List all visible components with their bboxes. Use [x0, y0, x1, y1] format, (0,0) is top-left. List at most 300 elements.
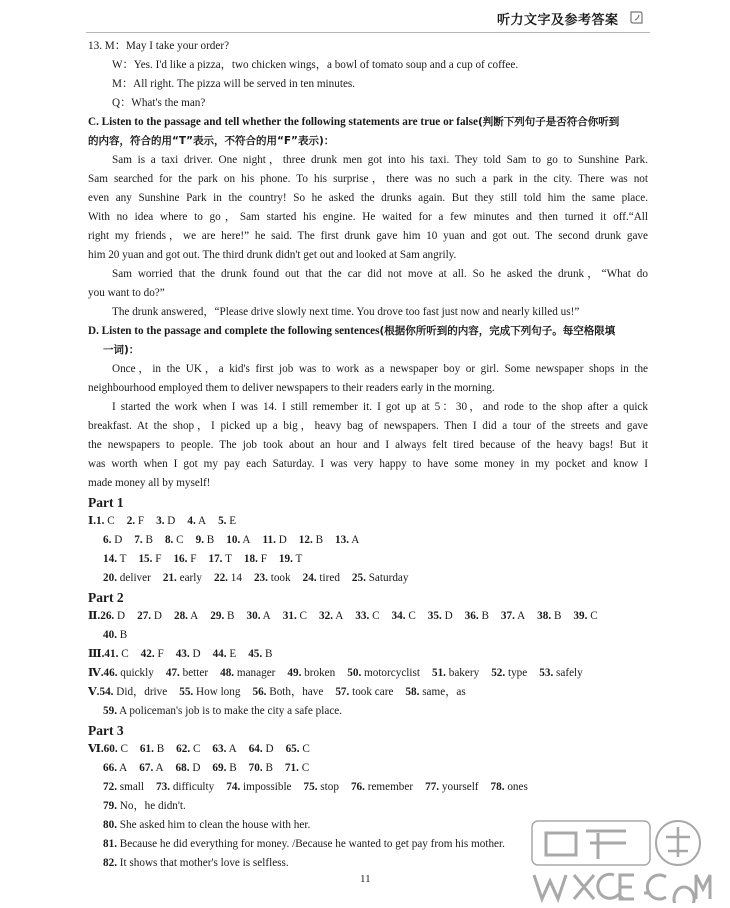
question-number: 53.: [539, 667, 554, 679]
part-2-title: Part 2: [88, 590, 124, 605]
passage-line: you want to do?”: [88, 287, 165, 299]
answer-row: [88, 569, 648, 588]
passage-line: Sam is a taxi driver. One night，three drunk men got into his taxi. They told Sam to go to Sunshine Park.: [112, 154, 648, 166]
answer-value: A: [228, 743, 237, 755]
answer-value: C: [408, 610, 416, 622]
header-rule: [86, 32, 650, 33]
passage-line: him 20 yuan and got out. The third drunk didn't get out and looked at Sam angrily.: [88, 249, 457, 261]
answer-item: [103, 854, 289, 873]
question-number: 31.: [282, 610, 297, 622]
answer-value: C: [121, 648, 129, 660]
answer-item: [392, 607, 416, 626]
passage-line: Once，in the UK，a kid's first job was to work as a newspaper boy or girl. Some newspaper shops in the: [112, 363, 648, 375]
answer-value: F: [260, 553, 267, 565]
answer-item: [249, 740, 274, 759]
answer-item: [335, 531, 359, 550]
answer-value: yourself: [441, 781, 479, 793]
question-number: 51.: [431, 667, 446, 679]
answer-value: D: [167, 515, 176, 527]
question-number: 17.: [208, 553, 223, 565]
answer-value: broken: [304, 667, 336, 679]
question-number: 46.: [103, 667, 118, 679]
part-1-title: Part 1: [88, 495, 124, 510]
answer-value: stop: [320, 781, 339, 793]
answer-value: Both，have: [269, 686, 324, 698]
passage-line: right my friends，we are here!” he said. The first drunk gave him 10 yuan and got out. The second drunk gave: [88, 230, 648, 242]
answer-value: Saturday: [368, 572, 409, 584]
answer-value: 14: [230, 572, 242, 584]
answer-item: [140, 740, 164, 759]
question-number: 42.: [140, 648, 155, 660]
answer-row: [88, 816, 648, 835]
question-number: 1.: [96, 515, 105, 527]
answer-item: [285, 759, 309, 778]
question-number: 33.: [355, 610, 370, 622]
question-number: 43.: [175, 648, 190, 660]
answer-value: B: [227, 610, 235, 622]
dialogue-line: 13. M：May I take your order?: [88, 40, 230, 52]
answer-value: A: [155, 762, 164, 774]
answer-value: better: [182, 667, 209, 679]
question-number: 10.: [226, 534, 241, 546]
question-number: 20.: [103, 572, 117, 584]
question-number: 58.: [405, 686, 420, 698]
question-number: 40.: [103, 629, 117, 641]
answer-value: D: [117, 610, 126, 622]
answer-item: [165, 531, 184, 550]
answer-value: D: [192, 648, 201, 660]
answer-value: C: [301, 762, 310, 774]
question-number: 22.: [213, 572, 228, 584]
answer-item: [176, 759, 201, 778]
answer-item: [220, 664, 275, 683]
answer-item: [176, 645, 201, 664]
question-number: 61.: [139, 743, 154, 755]
header-title: 听力文字及参考答案: [497, 13, 619, 28]
answer-item: [319, 607, 343, 626]
answer-value: A: [351, 534, 360, 546]
answer-item: [279, 550, 302, 569]
question-number: 73.: [156, 781, 171, 793]
section-c-heading-cont: 的内容，符合的用“T”表示，不符合的用“F”表示)：: [88, 135, 335, 147]
question-number: 72.: [103, 781, 117, 793]
answer-item: [252, 683, 323, 702]
answer-item: [103, 759, 127, 778]
answer-item: [218, 512, 236, 531]
answer-value: D: [153, 610, 162, 622]
question-number: 39.: [573, 610, 588, 622]
answer-item: [249, 759, 273, 778]
answer-item: [355, 607, 379, 626]
answer-value: manager: [236, 667, 276, 679]
answer-item: [573, 607, 597, 626]
answer-item: [491, 778, 528, 797]
answer-item: [104, 740, 128, 759]
passage-line: The drunk answered，“Please drive slowly next time. You drove too fast just now and nearly killed us!”: [112, 306, 580, 318]
answer-item: [247, 607, 271, 626]
section-roman-numeral: Ⅵ.: [88, 743, 104, 755]
answer-row: [88, 797, 648, 816]
question-number: 82.: [103, 857, 117, 869]
answer-value: E: [229, 648, 237, 660]
question-number: 44.: [212, 648, 227, 660]
passage-line: the newspapers to people. The job took about an hour and I always felt tired because of the heavy bags! But it: [88, 439, 648, 451]
answer-item: [103, 797, 186, 816]
question-number: 45.: [248, 648, 263, 660]
answer-value: ones: [507, 781, 528, 793]
question-number: 35.: [427, 610, 442, 622]
question-number: 65.: [285, 743, 300, 755]
question-number: 68.: [175, 762, 190, 774]
answer-value: deliver: [119, 572, 151, 584]
question-number: 54.: [99, 686, 114, 698]
answer-item: [137, 607, 162, 626]
answer-value: B: [229, 762, 237, 774]
answer-value: F: [137, 515, 145, 527]
question-number: 76.: [350, 781, 365, 793]
answer-item: [213, 645, 237, 664]
answer-row: [88, 759, 648, 778]
passage-line: breakfast. At the shop，I picked up a big，heavy bag of newspapers. Then I did a tour of the streets and gave: [88, 420, 648, 432]
answer-value: Because he did everything for money. /Because he wanted to get pay from his mother.: [119, 838, 505, 850]
question-number: 38.: [537, 610, 552, 622]
section-roman-numeral: Ⅲ.: [88, 648, 105, 660]
question-number: 66.: [103, 762, 117, 774]
answer-item: [103, 835, 505, 854]
answer-item: [103, 550, 126, 569]
answer-row: [88, 835, 648, 854]
answer-item: [263, 531, 287, 550]
question-number: 64.: [248, 743, 263, 755]
answer-item: [104, 664, 154, 683]
answer-value: quickly: [120, 667, 154, 679]
answer-value: How long: [196, 686, 241, 698]
answer-value: D: [192, 762, 201, 774]
page-curl-icon: [629, 10, 644, 25]
answer-value: took: [270, 572, 291, 584]
answer-value: B: [315, 534, 324, 546]
answer-row: [88, 702, 648, 721]
answer-value: A: [335, 610, 344, 622]
question-number: 8.: [164, 534, 174, 546]
question-number: 6.: [103, 534, 112, 546]
question-number: 19.: [278, 553, 293, 565]
answer-item: [465, 607, 489, 626]
answer-value: No，he didn't.: [119, 800, 186, 812]
question-number: 11.: [262, 534, 276, 546]
answer-item: [173, 550, 196, 569]
question-number: 59.: [103, 705, 117, 717]
question-number: 78.: [490, 781, 505, 793]
question-number: 7.: [134, 534, 143, 546]
question-number: 26.: [100, 610, 115, 622]
answer-value: A: [119, 762, 128, 774]
page-number: 11: [360, 873, 371, 885]
answer-value: remember: [367, 781, 414, 793]
answer-item: [226, 531, 250, 550]
answer-item: [100, 607, 125, 626]
question-number: 36.: [464, 610, 479, 622]
answer-value: D: [114, 534, 123, 546]
question-number: 67.: [139, 762, 154, 774]
question-number: 63.: [212, 743, 227, 755]
answer-row: [88, 607, 648, 626]
answer-item: [303, 569, 340, 588]
answer-value: C: [176, 534, 184, 546]
answer-value: safely: [556, 667, 583, 679]
answer-value: early: [179, 572, 202, 584]
answer-item: [103, 569, 151, 588]
question-number: 9.: [195, 534, 204, 546]
question-number: 71.: [284, 762, 299, 774]
answer-value: A: [197, 515, 207, 527]
answer-value: took care: [352, 686, 394, 698]
answer-item: [179, 683, 240, 702]
question-number: 12.: [298, 534, 313, 546]
answer-value: D: [444, 610, 453, 622]
answer-value: B: [206, 534, 215, 546]
answer-value: T: [225, 553, 232, 565]
answer-value: type: [507, 667, 528, 679]
answer-item: [501, 607, 525, 626]
answer-item: [103, 816, 310, 835]
question-number: 79.: [103, 800, 117, 812]
answer-item: [127, 512, 144, 531]
answer-row: [88, 664, 648, 683]
answer-item: [210, 607, 234, 626]
answer-item: [103, 702, 342, 721]
answer-value: B: [119, 629, 128, 641]
answer-item: [212, 740, 236, 759]
question-number: 15.: [138, 553, 153, 565]
answer-item: [537, 607, 561, 626]
question-number: 3.: [156, 515, 165, 527]
answer-value: It shows that mother's love is selfless.: [119, 857, 289, 869]
answer-value: C: [590, 610, 598, 622]
answer-row: [88, 531, 648, 550]
answer-value: E: [229, 515, 237, 527]
answer-item: [156, 778, 214, 797]
answer-item: [176, 740, 200, 759]
passage-line: Sam worried that the drunk found out that the car did not move at all. So he asked the drunk，“What do: [112, 268, 648, 280]
question-number: 57.: [335, 686, 350, 698]
passage-line: even any Sunshine Park in the country! So he asked the drunks again. But they still told him the same place.: [88, 192, 648, 204]
answer-value: B: [145, 534, 153, 546]
answer-item: [286, 740, 310, 759]
answer-item: [347, 664, 420, 683]
answer-value: She asked him to clean the house with her.: [119, 819, 311, 831]
answer-item: [187, 512, 206, 531]
answer-item: [287, 664, 335, 683]
question-number: 27.: [137, 610, 152, 622]
answer-item: [335, 683, 393, 702]
answer-row: [88, 512, 648, 531]
question-number: 74.: [226, 781, 241, 793]
answer-value: bakery: [448, 667, 480, 679]
question-number: 56.: [252, 686, 267, 698]
question-number: 18.: [243, 553, 258, 565]
answer-value: A: [262, 610, 271, 622]
answer-value: B: [481, 610, 489, 622]
passage-line: With no idea where to go，Sam started his engine. He waited for a few minutes and then turned it off.“All: [88, 211, 648, 223]
question-number: 24.: [302, 572, 317, 584]
answer-row: [88, 626, 648, 645]
page-content: [88, 37, 648, 873]
answer-item: [428, 607, 453, 626]
question-number: 41.: [104, 648, 119, 660]
section-c-heading: C. Listen to the passage and tell whether the following statements are true or false(判断下列句子是否符合你听到: [88, 116, 620, 128]
answer-item: [99, 683, 167, 702]
answer-item: [104, 645, 128, 664]
answer-item: [304, 778, 339, 797]
answer-value: small: [119, 781, 145, 793]
answer-item: [208, 550, 231, 569]
answer-item: [299, 531, 323, 550]
answer-value: T: [119, 553, 127, 565]
answer-value: B: [553, 610, 562, 622]
answer-value: tired: [319, 572, 340, 584]
question-number: 48.: [220, 667, 235, 679]
question-number: 77.: [425, 781, 440, 793]
answer-value: A policeman's job is to make the city a safe place.: [119, 705, 343, 717]
answer-value: A: [190, 610, 199, 622]
question-number: 21.: [162, 572, 177, 584]
question-number: 70.: [248, 762, 263, 774]
question-number: 69.: [212, 762, 227, 774]
passage-line: neighbourhood employed them to deliver newspapers to their readers early in the morning.: [88, 382, 495, 394]
answer-item: [425, 778, 478, 797]
part-3-title: Part 3: [88, 723, 124, 738]
answer-value: C: [299, 610, 308, 622]
question-number: 52.: [491, 667, 506, 679]
dialogue-line: M：All right. The pizza will be served in ten minutes.: [112, 78, 356, 90]
answer-value: A: [242, 534, 251, 546]
question-number: 55.: [179, 686, 194, 698]
answer-item: [352, 569, 409, 588]
question-number: 60.: [103, 743, 118, 755]
answer-row: [88, 645, 648, 664]
answer-value: C: [192, 743, 201, 755]
question-number: 62.: [176, 743, 191, 755]
question-number: 16.: [173, 553, 188, 565]
answer-item: [491, 664, 527, 683]
question-number: 32.: [319, 610, 333, 622]
section-roman-numeral: Ⅱ.: [88, 610, 101, 622]
answer-value: motorcyclist: [364, 667, 420, 679]
answer-value: Did，drive: [116, 686, 168, 698]
question-number: 49.: [287, 667, 302, 679]
answer-item: [134, 531, 153, 550]
section-roman-numeral: Ⅳ.: [88, 667, 104, 679]
answer-value: impossible: [243, 781, 292, 793]
question-number: 28.: [173, 610, 188, 622]
answer-item: [283, 607, 307, 626]
question-number: 47.: [165, 667, 180, 679]
question-number: 30.: [246, 610, 261, 622]
passage-line: Sam searched for the park on his phone. To his surprise，there was no such a park in the city. There was not: [88, 173, 648, 185]
answer-value: B: [264, 648, 273, 660]
answer-item: [139, 759, 163, 778]
answer-value: F: [190, 553, 197, 565]
question-number: 4.: [187, 515, 196, 527]
answer-value: B: [265, 762, 273, 774]
answer-item: [244, 550, 267, 569]
answer-value: D: [278, 534, 287, 546]
question-number: 5.: [218, 515, 227, 527]
answer-item: [103, 778, 144, 797]
question-number: 29.: [210, 610, 225, 622]
answer-value: A: [517, 610, 526, 622]
answer-item: [103, 531, 122, 550]
answer-value: T: [295, 553, 303, 565]
answer-value: F: [157, 648, 164, 660]
answer-item: [254, 569, 291, 588]
question-number: 50.: [347, 667, 362, 679]
passage-line: I started the work when I was 14. I still remember it. I got up at 5：30，and rode to the shop after a quick: [112, 401, 648, 413]
answer-item: [432, 664, 479, 683]
answer-row: [88, 778, 648, 797]
question-number: 23.: [253, 572, 268, 584]
answer-value: difficulty: [172, 781, 215, 793]
question-number: 2.: [126, 515, 136, 527]
answer-item: [166, 664, 208, 683]
question-number: 80.: [103, 819, 117, 831]
passage-line: made money all by myself!: [88, 477, 211, 489]
answer-item: [212, 759, 236, 778]
answer-value: B: [156, 743, 165, 755]
question-number: 37.: [500, 610, 515, 622]
answer-value: C: [302, 743, 310, 755]
answer-value: same，as: [422, 686, 466, 698]
answer-item: [141, 645, 164, 664]
answer-item: [214, 569, 242, 588]
dialogue-line: W：Yes. I'd like a pizza，two chicken wings，a bowl of tomato soup and a cup of coffee.: [112, 59, 519, 71]
answer-item: [96, 512, 115, 531]
answer-row: [88, 683, 648, 702]
answer-item: [539, 664, 583, 683]
answer-row: [88, 854, 648, 873]
section-roman-numeral: Ⅰ.: [88, 515, 97, 527]
answer-value: F: [155, 553, 162, 565]
question-number: 13.: [335, 534, 350, 546]
dialogue-line: Q：What's the man?: [112, 97, 206, 109]
question-number: 34.: [391, 610, 406, 622]
answer-item: [226, 778, 291, 797]
answer-row: [88, 550, 648, 569]
section-d-heading: D. Listen to the passage and complete the following sentences(根据你所听到的内容，完成下列句子。每空格限填: [88, 325, 616, 337]
question-number: 75.: [303, 781, 318, 793]
question-number: 14.: [103, 553, 117, 565]
answer-item: [405, 683, 465, 702]
question-number: 81.: [103, 838, 117, 850]
answer-item: [138, 550, 161, 569]
answer-item: [248, 645, 272, 664]
question-number: 25.: [351, 572, 366, 584]
answer-item: [103, 626, 127, 645]
answer-row: [88, 740, 648, 759]
answer-value: C: [107, 515, 115, 527]
passage-line: was worth when I got my pay each Saturday. I was very happy to have some money in my pocket and know I: [88, 458, 648, 470]
answer-value: C: [120, 743, 128, 755]
answer-item: [156, 512, 175, 531]
answer-value: C: [372, 610, 380, 622]
answer-value: D: [265, 743, 274, 755]
answer-item: [196, 531, 215, 550]
answer-item: [174, 607, 198, 626]
section-d-heading-cont: 一词)：: [103, 344, 140, 356]
section-roman-numeral: Ⅴ.: [88, 686, 100, 698]
answer-item: [163, 569, 202, 588]
